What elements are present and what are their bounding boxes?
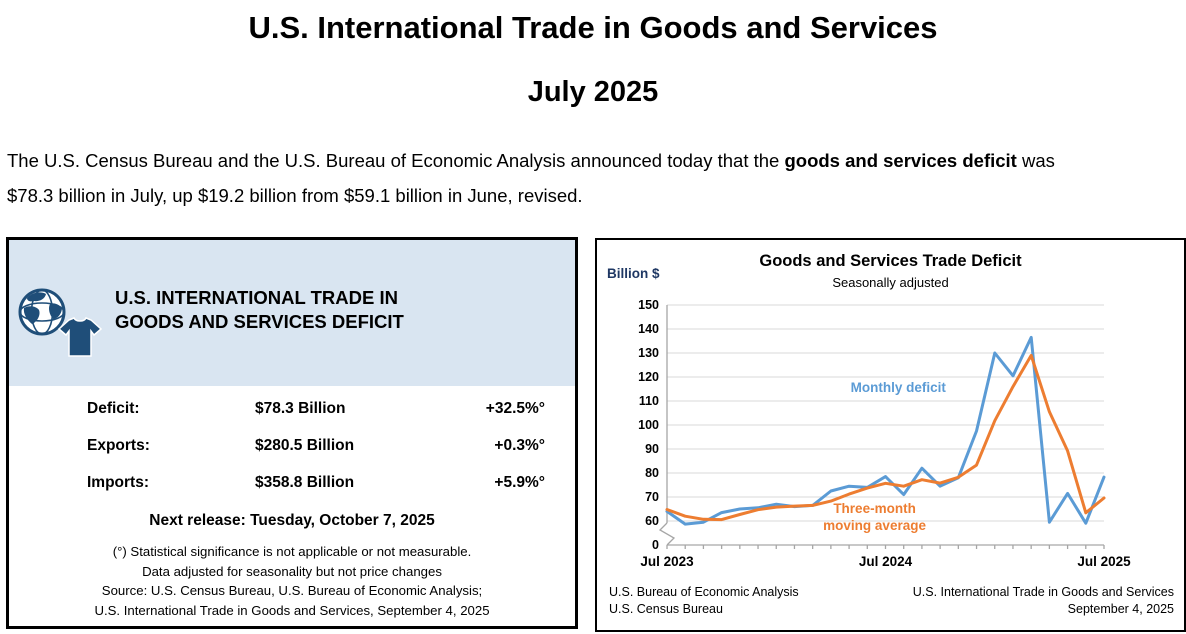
page-title: U.S. International Trade in Goods and Services: [248, 10, 938, 45]
intro-paragraph: [7, 143, 1105, 213]
summary-card-header: [9, 240, 575, 386]
chart-footer: [609, 584, 1174, 618]
deficit-label: Deficit:: [87, 400, 140, 417]
imports-label: Imports:: [87, 474, 149, 491]
footnote-line: Source: U.S. Census Bureau, U.S. Bureau of Economic Analysis;: [101, 583, 483, 598]
footnote-line: (°) Statistical significance is not applicable or not measurable.: [112, 544, 472, 559]
next-release-note: Next release: Tuesday, October 7, 2025: [149, 512, 435, 529]
svg-text:Jul 2024: Jul 2024: [858, 554, 913, 569]
svg-text:Jul 2023: Jul 2023: [640, 554, 694, 569]
exports-change: +0.3%°: [494, 437, 545, 454]
exports-value: $280.5 Billion: [255, 437, 355, 454]
chart-source-line: U.S. Census Bureau: [609, 602, 723, 616]
svg-text:90: 90: [645, 442, 659, 456]
deficit-change: +32.5%°: [485, 400, 545, 417]
svg-text:100: 100: [638, 418, 659, 432]
svg-text:130: 130: [638, 346, 659, 360]
svg-text:140: 140: [638, 322, 659, 336]
svg-text:110: 110: [638, 394, 659, 408]
page-subtitle: July 2025: [527, 76, 659, 108]
chart-title: Goods and Services Trade Deficit: [759, 252, 1022, 270]
stats-table: [9, 392, 575, 503]
card-heading-line2: GOODS AND SERVICES DEFICIT: [115, 311, 404, 332]
stat-row-exports: [9, 429, 575, 466]
trade-icon-cluster: [17, 282, 109, 362]
chart-release-line: U.S. International Trade in Goods and Services: [912, 585, 1174, 599]
intro-text-prefix: The U.S. Census Bureau and the U.S. Bureau of Economic Analysis announced today that the: [7, 150, 785, 171]
footnote-line: Data adjusted for seasonality but not price changes: [142, 563, 442, 579]
chart-source-line: U.S. Bureau of Economic Analysis: [609, 585, 799, 599]
chart-release-line: September 4, 2025: [1067, 602, 1174, 616]
footnote-line: U.S. International Trade in Goods and Services, September 4, 2025: [94, 602, 490, 618]
exports-label: Exports:: [87, 437, 150, 454]
svg-text:Jul 2025: Jul 2025: [1077, 554, 1131, 569]
svg-text:0: 0: [652, 538, 659, 552]
footnotes: [9, 542, 575, 620]
summary-card: [6, 237, 578, 629]
chart-footer-right: [913, 584, 1174, 618]
svg-text:150: 150: [638, 298, 659, 312]
tshirt-icon: [57, 316, 103, 363]
svg-text:80: 80: [645, 466, 659, 480]
deficit-value: $78.3 Billion: [255, 400, 346, 417]
imports-change: +5.9%°: [494, 474, 545, 491]
svg-text:60: 60: [645, 514, 659, 528]
card-heading: [115, 286, 555, 334]
chart-panel: [595, 238, 1186, 632]
svg-text:120: 120: [638, 370, 659, 384]
svg-text:moving average: moving average: [823, 518, 926, 533]
chart-subtitle: Seasonally adjusted: [832, 275, 949, 290]
svg-text:Three-month: Three-month: [833, 501, 916, 516]
card-heading-line1: U.S. INTERNATIONAL TRADE IN: [115, 287, 398, 308]
intro-text-bold: goods and services deficit: [784, 150, 1017, 171]
svg-text:Monthly deficit: Monthly deficit: [850, 380, 946, 395]
svg-text:70: 70: [645, 490, 659, 504]
imports-value: $358.8 Billion: [255, 474, 355, 491]
stat-row-imports: [9, 466, 575, 503]
y-axis-title: Billion $: [607, 266, 660, 281]
deficit-line-chart: [619, 295, 1139, 595]
intro-text-suffix: was $78.3 billion in July, up $19.2 billion from $59.1 billion in June, revised.: [7, 150, 1055, 206]
chart-footer-left: [609, 584, 799, 618]
stat-row-deficit: [9, 392, 575, 429]
